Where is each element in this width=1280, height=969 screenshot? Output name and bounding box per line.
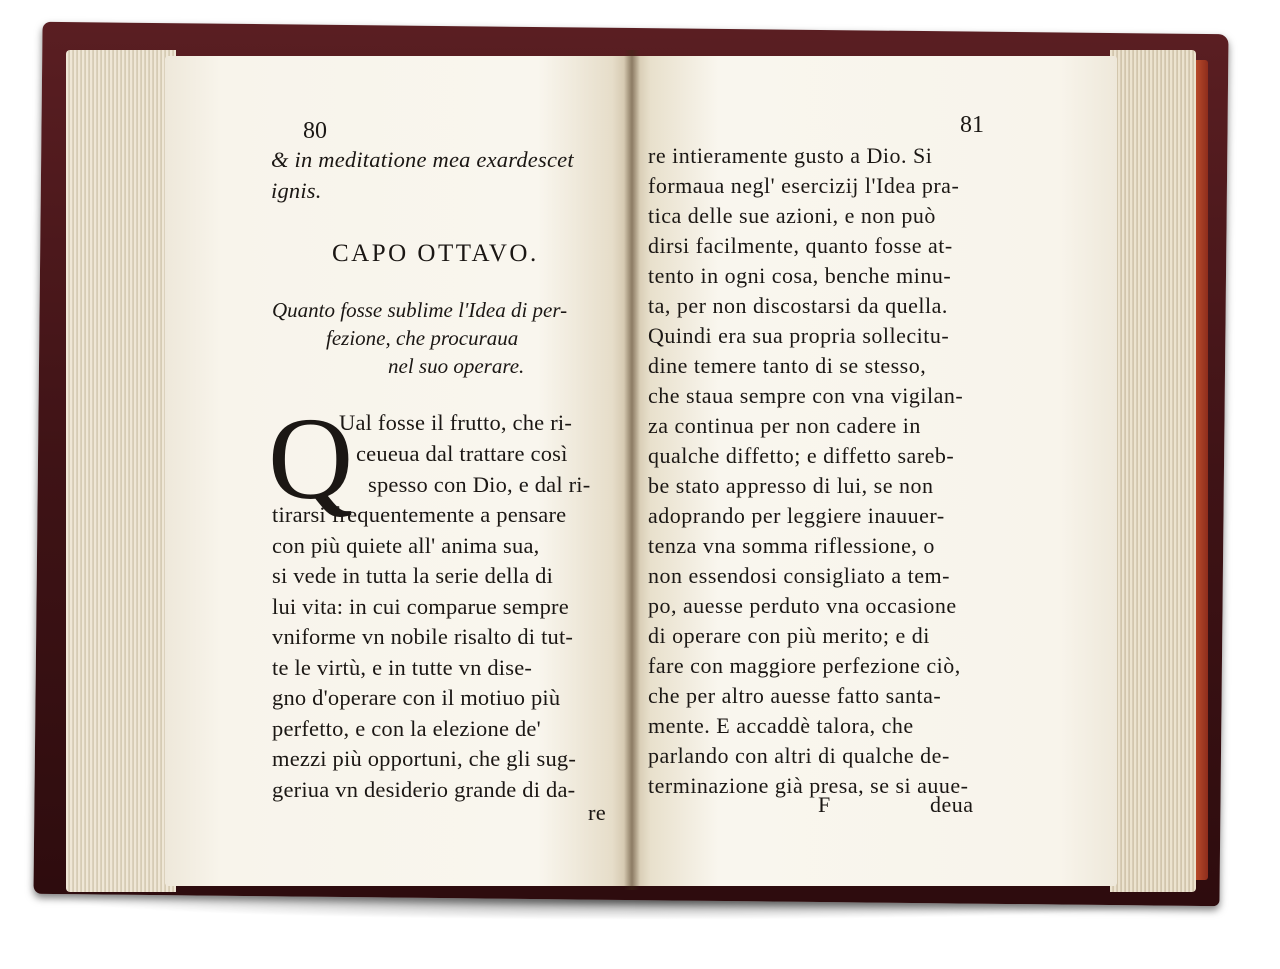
right-body-line: dirsi facilmente, quanto fosse at- xyxy=(648,233,953,258)
left-body-line: ceueua dal trattare così xyxy=(356,441,568,466)
left-body-line: vniforme vn nobile risalto di tut- xyxy=(272,624,574,649)
left-top-line: ignis. xyxy=(271,178,322,203)
chapter-subtitle-line: nel suo operare. xyxy=(388,354,525,378)
right-body-line: tenza vna somma riflessione, o xyxy=(648,533,935,558)
right-body-line: Quindi era sua propria sollecitu- xyxy=(648,323,950,348)
right-body-line: be stato appresso di lui, se non xyxy=(648,473,934,498)
left-body-line: con più quiete all' anima sua, xyxy=(272,533,540,558)
left-body-line: perfetto, e con la elezione de' xyxy=(272,716,541,741)
right-body-line: mente. E accaddè talora, che xyxy=(648,713,914,738)
right-body-line: tica delle sue azioni, e non può xyxy=(648,203,936,228)
right-body-line: fare con maggiore perfezione ciò, xyxy=(648,653,961,678)
right-body-line: non essendosi consigliato a tem- xyxy=(648,563,950,588)
chapter-subtitle-line: Quanto fosse sublime l'Idea di per- xyxy=(272,298,568,322)
left-body-line: spesso con Dio, e dal ri- xyxy=(368,472,591,497)
left-body-line: lui vita: in cui comparue sempre xyxy=(272,594,569,619)
left-body-line: Ual fosse il frutto, che ri- xyxy=(339,410,573,435)
left-page-number: 80 xyxy=(303,118,327,144)
left-body-line: tirarsi frequentemente a pensare xyxy=(272,502,567,527)
right-body-line: ta, per non discostarsi da quella. xyxy=(648,293,948,318)
chapter-subtitle-line: fezione, che procuraua xyxy=(326,326,519,350)
left-body-line: geriua vn desiderio grande di da- xyxy=(272,777,576,802)
drop-cap: Q xyxy=(268,393,354,524)
right-body-line: parlando con altri di qualche de- xyxy=(648,743,950,768)
right-body-line: adoprando per leggiere inauuer- xyxy=(648,503,945,528)
left-body-line: te le virtù, e in tutte vn dise- xyxy=(272,655,533,680)
book-gutter xyxy=(624,50,640,890)
right-body-line: di operare con più merito; e di xyxy=(648,623,930,648)
right-body-line: formaua negl' esercizij l'Idea pra- xyxy=(648,173,960,198)
right-body-line: terminazione già presa, se si auue- xyxy=(648,773,969,798)
right-body-line: qualche diffetto; e diffetto sareb- xyxy=(648,443,955,468)
right-page-edges xyxy=(1110,50,1196,892)
left-body-line: mezzi più opportuni, che gli sug- xyxy=(272,746,577,771)
right-body-line: dine temere tanto di se stesso, xyxy=(648,353,927,378)
left-top-line: & in meditatione mea exardescet xyxy=(271,147,574,172)
right-page-number: 81 xyxy=(960,112,984,138)
right-body-line: che per altro auesse fatto santa- xyxy=(648,683,942,708)
right-body-line: po, auesse perduto vna occasione xyxy=(648,593,957,618)
left-body-line: gno d'operare con il motiuo più xyxy=(272,685,561,710)
chapter-title: CAPO OTTAVO. xyxy=(332,240,539,267)
signature-mark: F xyxy=(818,792,831,817)
right-body-line: che staua sempre con vna vigilan- xyxy=(648,383,964,408)
left-body-line: si vede in tutta la serie della di xyxy=(272,563,554,588)
right-body-line: re intieramente gusto a Dio. Si xyxy=(648,143,933,168)
left-catchword: re xyxy=(588,800,606,825)
right-catchword: deua xyxy=(930,792,974,817)
right-body-line: tento in ogni cosa, benche minu- xyxy=(648,263,952,288)
right-body-line: za continua per non cadere in xyxy=(648,413,921,438)
left-page-edges xyxy=(66,50,176,892)
